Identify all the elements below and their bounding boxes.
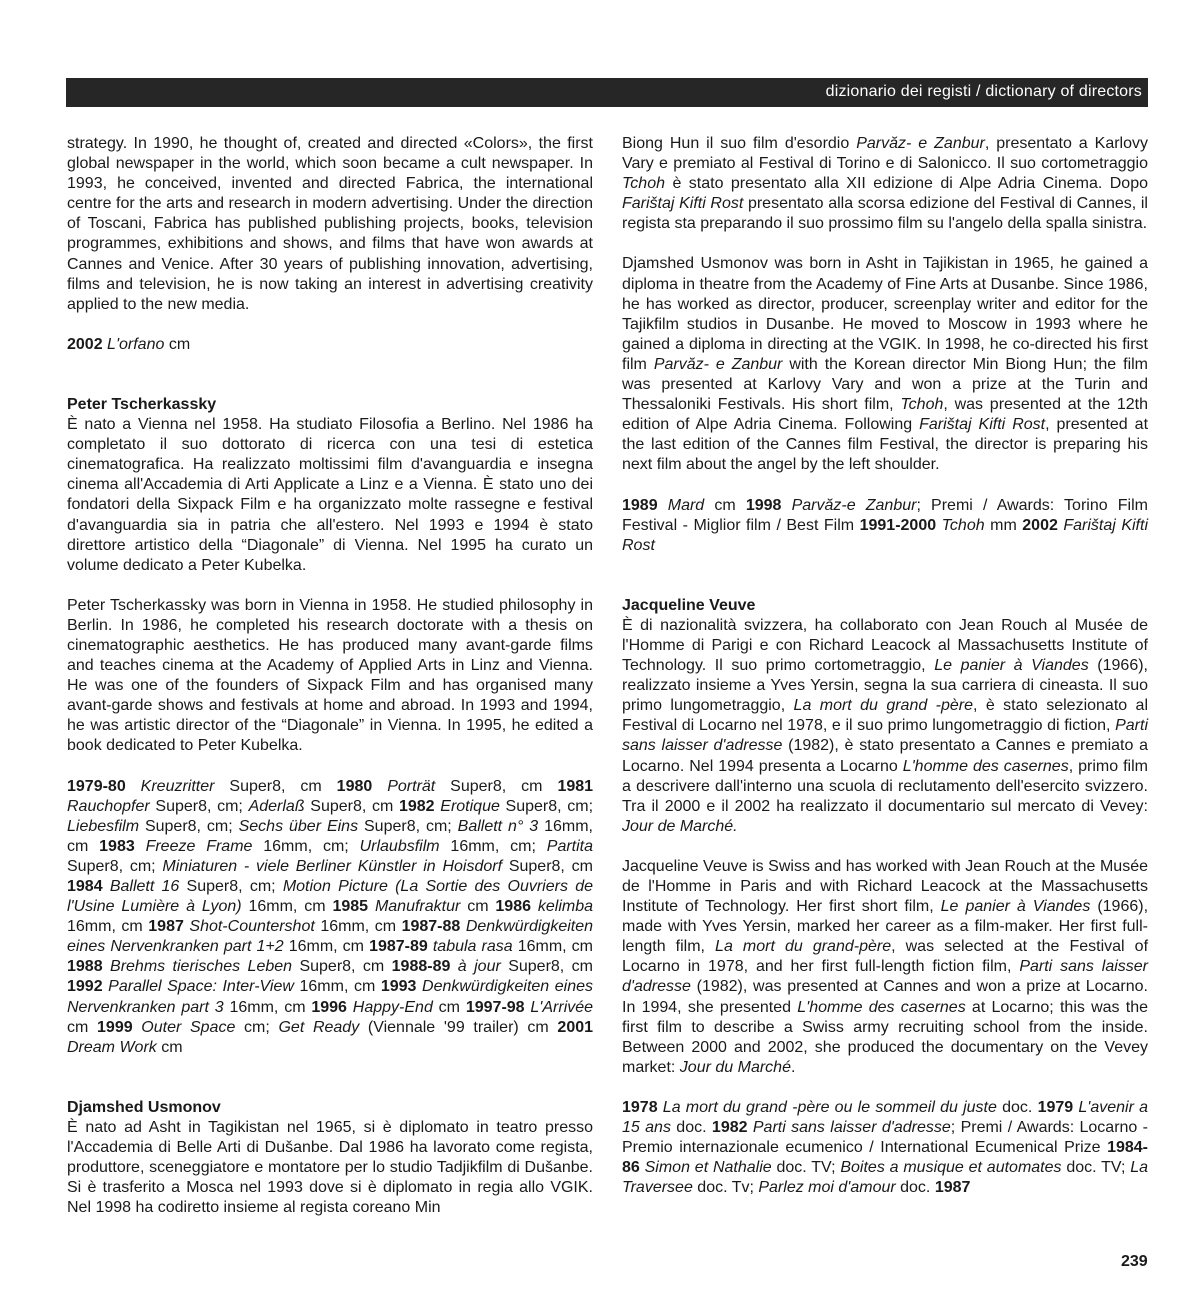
film-title: Parlez moi d'amour (758, 1179, 896, 1197)
film-title: Sechs über Eins (238, 817, 359, 835)
film-info: 16mm, cm (293, 978, 381, 996)
film-title: Aderlaß (248, 797, 305, 815)
toscani-bio-end: strategy. In 1990, he thought of, created and directed «Colors», the first global newspaper in the world, which soon became a cult newspaper. In 1993, he conceived, invented and directed Fabrica, the international centre for the arts and research in modern advertising. Under the direction of Toscani, Fabrica has published publishing projects, books, television programmes, exhibitions and shows, and films that have won awards at Cannes and Venice. After 30 years of publishing innovation, advertising, films and television, he is now taking an interest in advertising creativity applied to the new media. (67, 135, 593, 313)
film-title: Motion Picture (La Sortie des Ouvriers de l'Usine Lumière à Lyon) (67, 878, 593, 916)
usmonov-bio-en: Djamshed Usmonov was born in Asht in Tajikistan in 1965, he gained a diploma in theatre from the Academy of Fine Arts at Dusanbe. Since 1986, he has worked as director, producer, screenplay writer and editor for the Tajikfilm studios in Dusanbe. He moved to Moscow in 1993 where he gained a diploma in directing at the VGIK. In 1998, he co-directed his first film Parvăz- e Zanbur with the Korean director Min Biong Hun; the film was presented at Karlovy Vary and won a prize at the Turin and Thessaloniki Festivals. His short film, Tchoh, was presented at the 12th edition of Alpe Adria Cinema. Following Farištaj Kifti Rost, presented at the last edition of the Cannes film Festival, the director is preparing his next film about the angel by the left shoulder. (622, 255, 1149, 474)
left-column (67, 134, 593, 1218)
usmonov-bio-it-part2: Biong Hun il suo film d'esordio Parvăz- e Zanbur, presentato a Karlovy Vary e premiato al Festival di Torino e di Salonicco. Il suo cortometraggio Tchoh è stato presentato alla XII edizione di Alpe Adria Cinema. Dopo Farištaj Kifti Rost presentato alla scorsa edizione del Festival di Cannes, il regista sta preparando il suo prossimo film su l'angelo della spalla sinistra. (622, 135, 1149, 233)
film-info: Super8, cm; (67, 857, 163, 875)
film-title: Ballett 16 (109, 878, 180, 895)
film-year: 1982 (711, 1119, 748, 1137)
film-title: Parallel Space: Inter-View (108, 978, 294, 996)
film-info: 16mm, cm (223, 998, 312, 1016)
film-title: Boites a musique et automates (840, 1159, 1062, 1177)
film-title: Mard (667, 496, 705, 514)
film-info: mm (984, 516, 1023, 534)
film-info: cm (460, 898, 496, 916)
film-title: Get Ready (278, 1018, 360, 1036)
film-title: Porträt (387, 777, 436, 795)
veuve-filmography (622, 1098, 1148, 1198)
film-info: doc. (996, 1098, 1038, 1116)
film-title: Farištaj Kifti Rost (622, 516, 1148, 554)
film-year: 1987 (934, 1179, 971, 1197)
film-title: Parti sans laisser d'adresse (752, 1119, 951, 1137)
film-year: 1984 (67, 878, 103, 895)
film-year: 1991-2000 (859, 516, 937, 534)
director-name-tscherkassky: Peter Tscherkassky (67, 395, 217, 413)
film-year: 1987 (148, 918, 184, 936)
film-title: Erotique (440, 797, 500, 815)
film-title: Liebesfilm (67, 817, 140, 835)
film-title: L'avenir a 15 ans (622, 1098, 1148, 1137)
right-column (622, 134, 1148, 1198)
film-year: 2002 (1022, 516, 1058, 534)
film-year: 1983 (99, 837, 135, 855)
film-info: doc. Tv; (692, 1179, 759, 1197)
film-info: cm (432, 998, 466, 1016)
film-info: cm (704, 496, 746, 514)
tscherkassky-filmography (67, 777, 593, 1058)
film-year: 1988-89 (391, 958, 451, 976)
film-year: 1996 (311, 998, 347, 1016)
film-year: 1982 (398, 797, 435, 815)
film-info: Super8, cm (502, 857, 594, 875)
film-info: cm (156, 1038, 183, 1056)
film-info: Super8, cm; (149, 797, 249, 815)
film-title: Tchoh (941, 516, 985, 534)
film-year: 1985 (332, 898, 369, 916)
director-name-usmonov: Djamshed Usmonov (67, 1098, 221, 1116)
film-title: Denkwürdigkeiten eines Nervenkranken part 1+2 (67, 918, 594, 956)
film-info: doc. TV; (771, 1159, 841, 1177)
section-title: dizionario dei registi / dictionary of directors (825, 83, 1142, 100)
film-year: 1979-80 (67, 777, 126, 795)
film-info: Super8, cm (214, 777, 337, 795)
film-year: 1978 (622, 1098, 658, 1116)
film-info: doc. (670, 1119, 712, 1137)
usmonov-bio-it-part1: È nato ad Asht in Tagikistan nel 1965, si è diplomato in teatro presso l'Accademia di Belle Arti di Dušanbe. Dal 1986 ha lavorato come regista, produttore, sceneggiatore e montatore per lo studio Tadjikfilm di Dušanbe. Si è trasferito a Mosca nel 1993 dove si è diplomato in regia allo VGIK. Nel 1998 ha codiretto insieme al regista coreano Min (67, 1118, 593, 1217)
usmonov-filmography (622, 496, 1148, 556)
film-info: (Viennale '99 trailer) cm (359, 1018, 558, 1036)
film-title: Partita (546, 837, 594, 855)
tscherkassky-bio-it: È nato a Vienna nel 1958. Ha studiato Filosofia a Berlino. Nel 1986 ha completato il suo dottorato di ricerca con una tesi di estetica cinematografica. Ha realizzato moltissimi film d'avanguardia e insegna cinema all'Accademia di Arti Applicate a Linz e a Vienna. È stato uno dei fondatori della Sixpack Film e ha organizzato molte rassegne e festival d'avanguardia sia in patria che all'estero. Nel 1993 e 1994 è stato direttore artistico della “Diagonale” di Vienna. Nel 1995 ha curato un volume dedicato a Peter Kubelka. (67, 416, 593, 574)
film-title: kelimba (537, 898, 594, 916)
film-title: La Traversee (622, 1159, 1149, 1197)
film-title: Parvăz-e Zanbur (791, 496, 917, 514)
film-year: 1999 (97, 1018, 133, 1036)
film-info: Super8, cm; (358, 817, 458, 835)
film-info: 16mm, cm (67, 918, 149, 936)
film-year: 1986 (495, 898, 531, 916)
film-info: 16mm, cm (67, 817, 593, 855)
film-year: 1987-88 (401, 918, 461, 936)
film-title: Urlaubsfilm (359, 837, 440, 855)
veuve-bio-it: È di nazionalità svizzera, ha collaborato con Jean Rouch al Musée de l'Homme di Parigi e con Richard Leacock al Massachusetts Institute of Technology. Il suo primo cortometraggio, Le panier à Viandes (1966), realizzato insieme a Yves Yersin, segna la sua carriera di cineasta. Il suo primo lungometraggio, La mort du grand -père, è stato selezionato al Festival di Locarno nel 1978, e il suo primo lungometraggio di fiction, Parti sans laisser d'adresse (1982), è stato presentato a Cannes e premiato a Locarno. Nel 1994 presenta a Locarno L'homme des casernes, primo film a descrivere dall'interno una scuola di reclutamento dell'esercito svizzero. Tra il 2000 e il 2002 ha realizzato il documentario sul mercato di Vevey: Jour de Marché. (622, 616, 1149, 835)
header-bar (66, 78, 1148, 107)
film-info: doc. TV; (1061, 1159, 1131, 1177)
film-title: Manufraktur (374, 898, 461, 916)
film-title: Denkwürdigkeiten eines Nervenkranken part 3 (67, 978, 594, 1016)
film-info: 16mm, cm (314, 918, 402, 936)
film-title: à jour (457, 958, 501, 976)
film-year: 1992 (67, 978, 103, 996)
film-year: 1981 (557, 777, 594, 795)
film-year: 1998 (745, 496, 782, 514)
film-year: 1980 (336, 777, 373, 795)
film-info: Super8, cm; (179, 878, 283, 895)
film-info: ; Premi / Awards: Torino Film Festival - Miglior film / Best Film (622, 496, 1148, 534)
film-info: 16mm, cm; (252, 837, 360, 855)
film-info: 16mm, cm (241, 898, 333, 916)
film-info: cm; (235, 1018, 279, 1036)
film-year: 1984-86 (622, 1139, 1148, 1177)
tscherkassky-bio-en: Peter Tscherkassky was born in Vienna in 1958. He studied philosophy in Berlin. In 1986, he completed his research doctorate with a thesis on cinematographic aesthetics. He has produced many avant-garde films and teaches cinema at the Academy of Applied Arts in Linz and Vienna. He was one of the founders of Sixpack Film and has organised many avant-garde shows and festivals at home and abroad. In 1993 and 1994, he was artistic director of the “Diagonale” in Vienna. In 1995, he edited a book dedicated to Peter Kubelka. (67, 596, 593, 755)
film-year: 1989 (622, 496, 658, 514)
film-title: Outer Space (141, 1018, 236, 1036)
film-info: Super8, cm (292, 958, 392, 976)
toscani-filmography: 2002 L'orfano cm (67, 335, 191, 353)
director-name-veuve: Jacqueline Veuve (622, 596, 756, 614)
film-info: ; Premi / Awards: Locarno - Premio internazionale ecumenico / International Ecumenical Prize (622, 1119, 1149, 1157)
film-info: Super8, cm (435, 777, 558, 795)
film-info: Super8, cm (304, 797, 399, 815)
film-info: Super8, cm; (499, 797, 594, 815)
film-info: 16mm, cm (512, 938, 593, 956)
film-year: 1979 (1037, 1098, 1074, 1116)
veuve-bio-en: Jacqueline Veuve is Swiss and has worked with Jean Rouch at the Musée de l'Homme in Paris and with Richard Leacock at the Massachusetts Institute of Technology. Her first short film, Le panier à Viandes (1966), made with Yves Yersin, marked her career as a film-maker. Her first full-length film, La mort du grand-père, was selected at the Festival of Locarno in 1978, and her first full-length fiction film, Parti sans laisser d'adresse (1982), was presented at Cannes and won a prize at Locarno. In 1994, she presented L'homme des casernes at Locarno; this was the first film to describe a Swiss army recruiting school from the inside. Between 2000 and 2002, she produced the documentary on the Vevey market: Jour du Marché. (622, 857, 1149, 1076)
film-info: doc. (895, 1179, 935, 1197)
film-year: 1993 (380, 978, 417, 996)
film-title: Kreuzritter (140, 777, 215, 795)
film-title: Rauchopfer (67, 797, 150, 815)
film-info: Super8, cm (500, 958, 593, 976)
film-title: La mort du grand -père ou le sommeil du juste (662, 1098, 997, 1116)
film-title: Happy-End (352, 998, 433, 1016)
film-info: 16mm, cm; (439, 837, 547, 855)
film-year: 1988 (67, 958, 103, 976)
film-year: 1997-98 (465, 998, 525, 1016)
film-title: Brehms tierisches Leben (110, 958, 293, 976)
page-number: 239 (1121, 1253, 1148, 1270)
film-year: 2001 (557, 1018, 594, 1036)
film-title: Freeze Frame (145, 837, 253, 855)
film-title: Miniaturen - viele Berliner Künstler in Hoisdorf (162, 857, 503, 875)
film-info: cm (67, 1018, 98, 1036)
film-title: tabula rasa (432, 938, 513, 956)
film-title: Ballett n° 3 (457, 817, 539, 835)
film-info: 16mm, cm (283, 938, 370, 956)
film-info: Super8, cm; (139, 817, 239, 835)
film-year: 1987-89 (369, 938, 428, 956)
film-title: Shot-Countershot (189, 918, 315, 936)
film-title: Dream Work (67, 1038, 157, 1056)
film-title: L'Arrivée (530, 998, 594, 1016)
film-title: Simon et Nathalie (644, 1159, 772, 1177)
